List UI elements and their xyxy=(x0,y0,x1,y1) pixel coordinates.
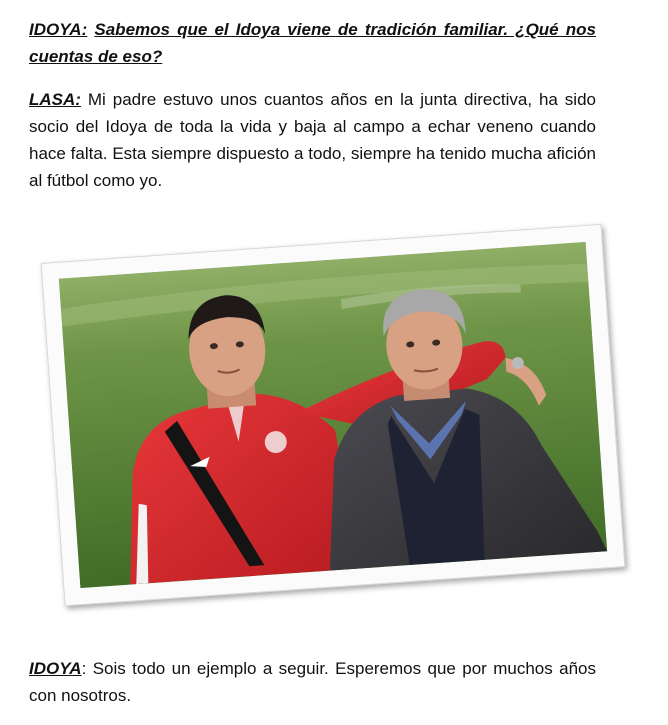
question-text: Sabemos que el Idoya viene de tradición familiar. ¿Qué nos cuentas de eso? xyxy=(29,20,596,66)
answer-text: Mi padre estuvo unos cuantos años en la junta directiva, ha sido socio del Idoya de toda la vida y baja al campo a echar veneno cuando hace falta. Esta siempre dispuesto a todo, siempre ha tenido mucha afición al fútbol como yo. xyxy=(29,90,596,190)
interview-question-2 xyxy=(29,655,596,709)
speaker-label: LASA: xyxy=(29,90,81,109)
speaker-label: IDOYA xyxy=(29,659,82,678)
photo-illustration xyxy=(59,242,607,588)
interview-answer-1 xyxy=(29,86,596,194)
question-text: : Sois todo un ejemplo a seguir. Esperemos que por muchos años con nosotros. xyxy=(29,659,596,705)
speaker-label: IDOYA: xyxy=(29,20,88,39)
photo-frame xyxy=(41,224,626,606)
interview-question-1 xyxy=(29,16,596,70)
photo-two-men-football-field xyxy=(59,242,607,588)
